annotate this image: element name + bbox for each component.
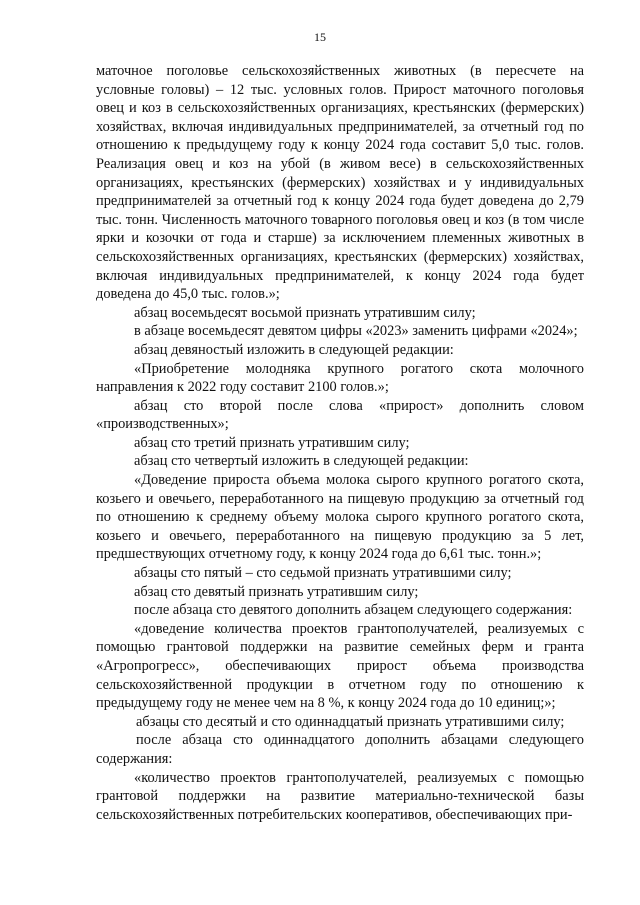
paragraph: абзацы сто десятый и сто одиннадцатый признать утратившими силу; bbox=[136, 713, 565, 730]
paragraph: абзац сто девятый признать утратившим силу; bbox=[134, 583, 419, 600]
paragraph: абзац девяностый изложить в следующей редакции: bbox=[134, 341, 454, 358]
paragraph: «Доведение прироста объема молока сырого крупного рогатого скота, козьего и овечьего, переработанного на пищевую продукцию за отчетный год по отношению к среднему объему молока сырого крупного рогатого скота, козьего и овечьего, переработанного на пищевую продукцию за 5 лет, предшествующих отчетному году, к концу 2024 года до 6,61 тыс. тонн.»; bbox=[96, 472, 584, 563]
paragraph: абзацы сто пятый – сто седьмой признать утратившими силу; bbox=[134, 565, 512, 582]
paragraph: после абзаца сто одиннадцатого дополнить абзацами следующего содержания: bbox=[96, 732, 584, 767]
paragraph: абзац сто второй после слова «прирост» дополнить словом «производственных»; bbox=[96, 397, 584, 433]
paragraph: абзац сто четвертый изложить в следующей редакции: bbox=[134, 453, 469, 470]
paragraph: маточное поголовье сельскохозяйственных животных (в пересчете на условные головы) – 12 тыс. условных голов. Прирост маточного поголовья овец и коз в сельскохозяйственных организациях, крестьянских (фермерских) хозяйствах, включая индивидуальных предпринимателей, за отчетный год по отношению к предыдущему году к концу 2024 года составит 5,0 тыс. голов. Реализация овец и коз на убой (в живом весе) в сельскохозяйственных организациях, крестьянских (фермерских) хозяйствах и у индивидуальных предпринимателей за отчетный год к концу 2024 года будет доведена до 2,79 тыс. тонн. Численность маточного товарного поголовья овец и коз (в том числе ярки и козочки от года и старше) за исключением племенных животных в сельскохозяйственных организациях, крестьянских (фермерских) хозяйствах, включая индивидуальных предпринимателей, к концу 2024 года будет доведена до 45,0 тыс. голов.»; bbox=[96, 63, 584, 303]
paragraph: «доведение количества проектов грантополучателей, реализуемых с помощью грантовой поддержки на развитие семейных ферм и гранта «Агропрогресс», обеспечивающих прирост объема производства сельскохозяйственной продукции в отчетном году по отношению к предыдущему году не менее чем на 8 %, к концу 2024 года до 10 единиц;»; bbox=[96, 620, 584, 712]
paragraph: в абзаце восемьдесят девятом цифры «2023» заменить цифрами «2024»; bbox=[134, 323, 578, 340]
document-body bbox=[96, 62, 584, 824]
paragraph: абзац восемьдесят восьмой признать утратившим силу; bbox=[134, 304, 476, 321]
paragraph: после абзаца сто девятого дополнить абзацем следующего содержания: bbox=[134, 602, 573, 619]
paragraph: «количество проектов грантополучателей, реализуемых с помощью грантовой поддержки на развитие материально-технической базы сельскохозяйственных потребительских кооперативов, обеспечивающих при- bbox=[96, 769, 584, 823]
page-number: 15 bbox=[314, 30, 326, 44]
paragraph: «Приобретение молодняка крупного рогатого скота молочного направления к 2022 году составит 2100 голов.»; bbox=[96, 360, 584, 396]
paragraph: абзац сто третий признать утратившим силу; bbox=[134, 434, 410, 451]
